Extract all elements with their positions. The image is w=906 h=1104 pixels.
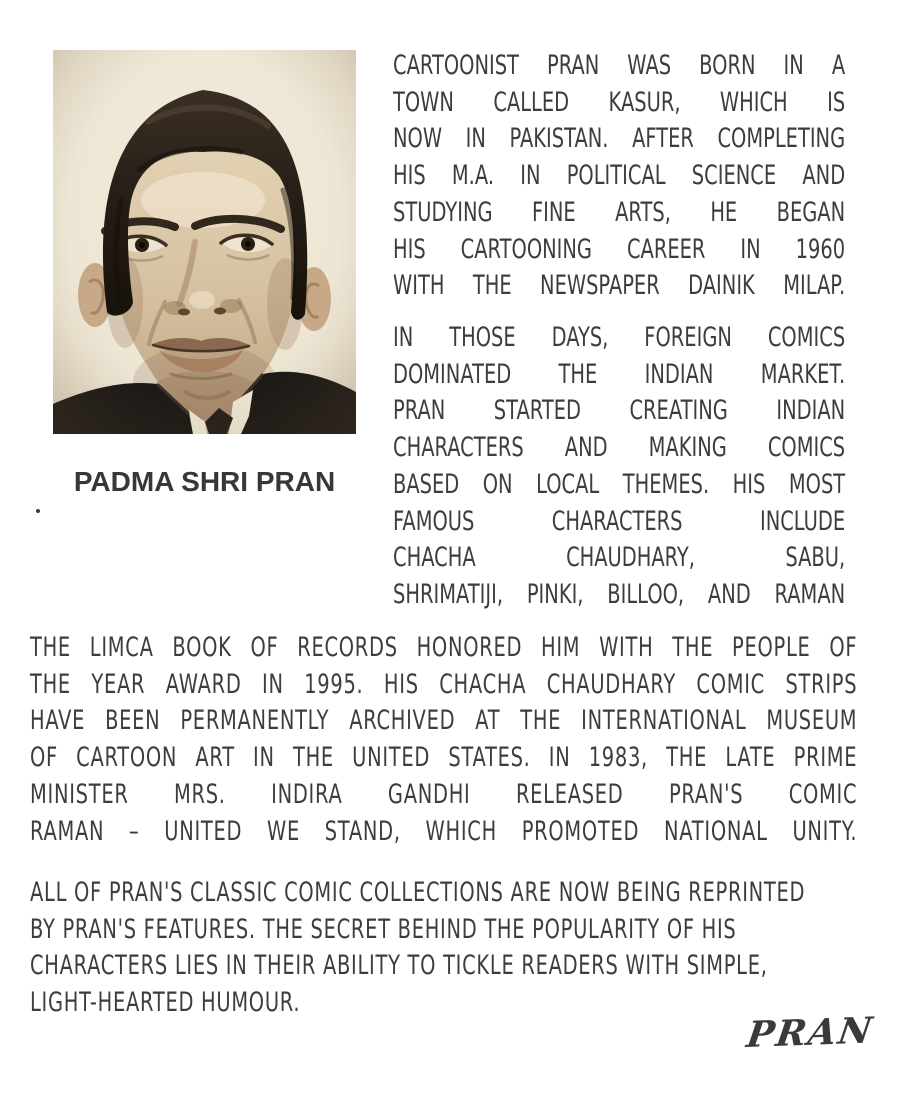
text-line: HIS CARTOONING CAREER IN 1960 [393, 233, 846, 265]
text-line: CHACHA CHAUDHARY, SABU, [393, 542, 846, 574]
text-line: DOMINATED THE INDIAN MARKET. [393, 358, 846, 390]
text-line: MINISTER MRS. INDIRA GANDHI RELEASED PRAN'S COMIC [30, 778, 858, 810]
text-line: CARTOONIST PRAN WAS BORN IN A [393, 50, 846, 81]
text-line: HAVE BEEN PERMANENTLY ARCHIVED AT THE INTERNATIONAL MUSEUM [30, 705, 858, 737]
text-line: RAMAN – UNITED WE STAND, WHICH PROMOTED NATIONAL UNITY. [30, 815, 858, 847]
text-line: THE LIMCA BOOK OF RECORDS HONORED HIM WITH THE PEOPLE OF [30, 632, 858, 663]
text-line: SHRIMATIJI, PINKI, BILLOO, AND RAMAN [393, 578, 846, 610]
text-line: IN THOSE DAYS, FOREIGN COMICS [393, 322, 846, 353]
portrait-photo [53, 50, 356, 434]
text-line: HIS M.A. IN POLITICAL SCIENCE AND [393, 160, 846, 192]
text-line: TOWN CALLED KASUR, WHICH IS [393, 86, 846, 118]
text-line: PRAN STARTED CREATING INDIAN [393, 395, 846, 427]
text-line: BASED ON LOCAL THEMES. HIS MOST [393, 468, 846, 500]
text-line: NOW IN PAKISTAN. AFTER COMPLETING [393, 123, 846, 155]
paragraph-intro [393, 48, 845, 305]
paragraph-legacy [30, 875, 880, 1022]
text-line: FAMOUS CHARACTERS INCLUDE [393, 505, 846, 537]
text-line: CHARACTERS LIES IN THEIR ABILITY TO TICKLE READERS WITH SIMPLE, [30, 950, 768, 982]
text-line: THE YEAR AWARD IN 1995. HIS CHACHA CHAUDHARY COMIC STRIPS [30, 668, 858, 700]
text-line: STUDYING FINE ARTS, HE BEGAN [393, 196, 846, 228]
paragraph-awards [30, 630, 857, 850]
photo-caption: PADMA SHRI PRAN [73, 466, 336, 497]
text-line: OF CARTOON ART IN THE UNITED STATES. IN 1983, THE LATE PRIME [30, 742, 858, 774]
portrait-photo-illustration [53, 50, 356, 434]
stray-dot-mark [36, 509, 40, 513]
pran-signature: PRAN [744, 1009, 877, 1056]
text-line: WITH THE NEWSPAPER DAINIK MILAP. [393, 270, 846, 302]
text-line: BY PRAN'S FEATURES. THE SECRET BEHIND THE POPULARITY OF HIS [30, 913, 737, 945]
text-line: CHARACTERS AND MAKING COMICS [393, 432, 846, 464]
paragraph-characters [393, 320, 845, 614]
text-line: LIGHT-HEARTED HUMOUR. [30, 987, 301, 1019]
photo-vignette [53, 50, 356, 434]
text-line: ALL OF PRAN'S CLASSIC COMIC COLLECTIONS ARE NOW BEING REPRINTED [30, 877, 806, 908]
